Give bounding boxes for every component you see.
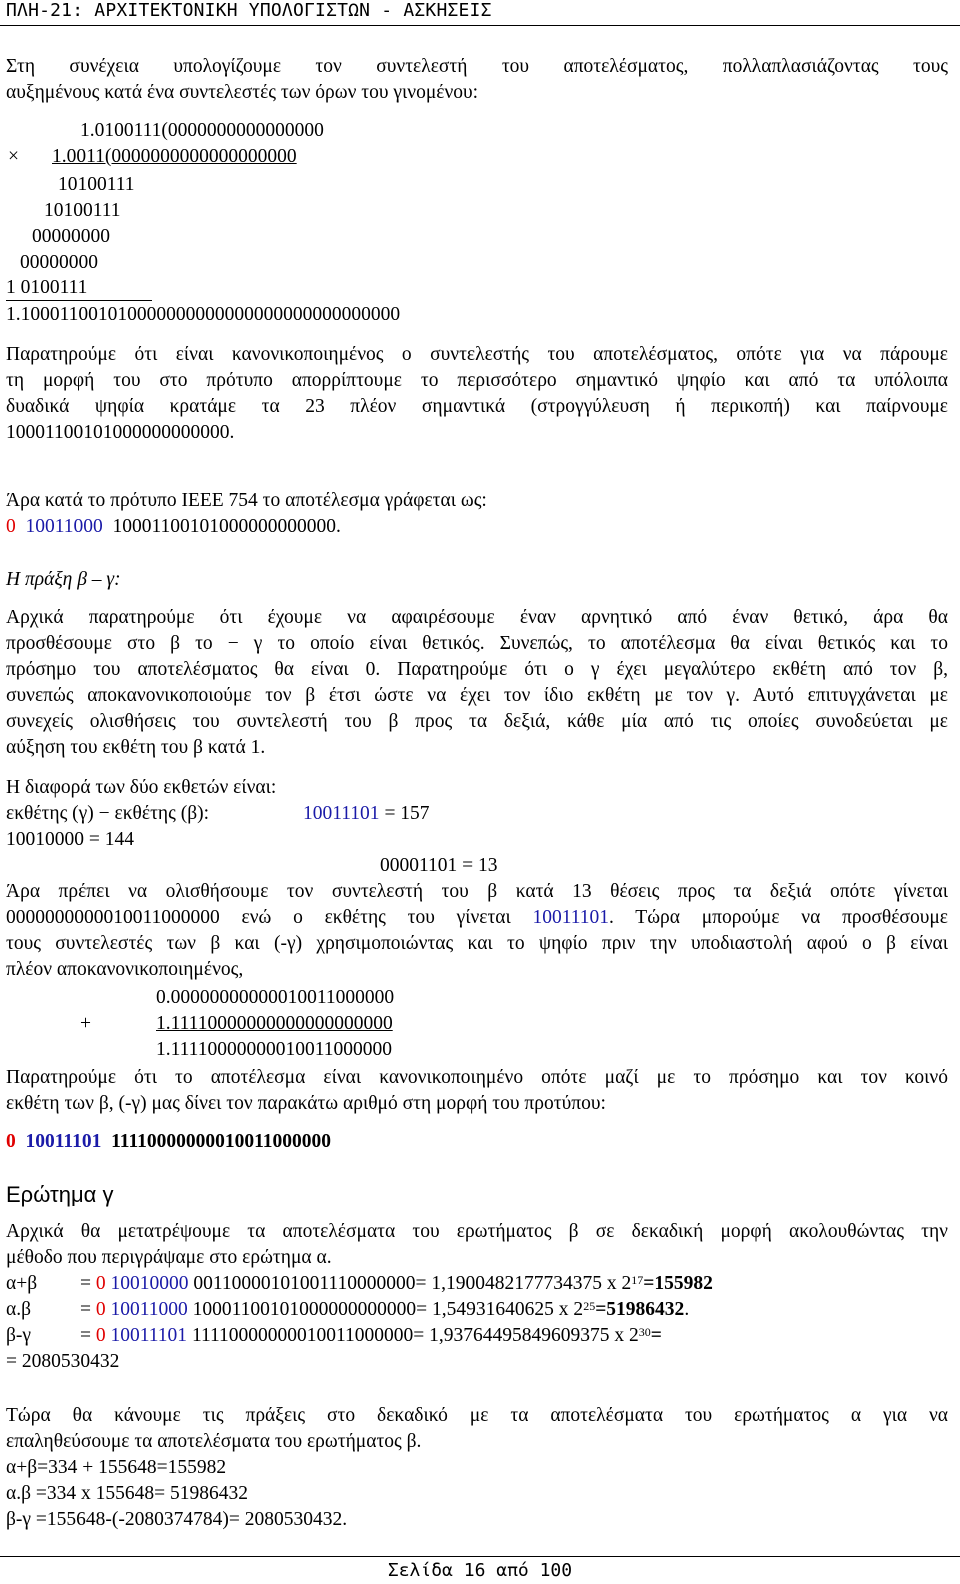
sign-bit: 0 xyxy=(95,1299,106,1320)
exponent-bits: 10011101 xyxy=(303,803,380,824)
verify-row: α.β =334 x 155648= 51986432 xyxy=(6,1483,249,1504)
decimal-result: =51986432 xyxy=(595,1299,685,1320)
paragraph-line: μέθοδο που περιγράψαμε στο ερώτημα α. xyxy=(6,1247,332,1268)
paragraph-line: δυαδικά ψηφία κρατάμε τα 23 πλέον σημαντικά (στρογγύλευση ή περικοπή) και παίρνουμε xyxy=(6,396,948,417)
plus-sign: + xyxy=(80,1013,91,1034)
text-span: . Τώρα μπορούμε να προσθέσουμε xyxy=(609,907,948,928)
power: 25 xyxy=(583,1299,596,1313)
mul-result: 1.100011001010000000000000000000000000000 xyxy=(6,304,401,325)
power: 17 xyxy=(631,1273,644,1287)
exp-diff-label: εκθέτης (γ) − εκθέτης (β): xyxy=(6,803,210,824)
exponent-bits: 10011101 xyxy=(532,907,610,928)
decimal-result: =155982 xyxy=(643,1273,713,1294)
page-header: ΠΛΗ-21: ΑΡΧΙΤΕΚΤΟΝΙΚΗ ΥΠΟΛΟΓΙΣΤΩΝ - ΑΣΚΗΣΕΙΣ xyxy=(6,0,492,21)
mul-row: 00000000 xyxy=(20,252,98,273)
paragraph-line: συνεπώς αποκανονικοποιούμε τον β έτσι ώστε να έχει τον ίδιο εκθέτη με τον γ. Αυτό επιτυγχάνεται με xyxy=(6,685,948,706)
mul-row: 10100111 xyxy=(44,200,121,221)
conversion-row xyxy=(6,1323,31,1349)
mantissa-bits: 11110000000010011000000 xyxy=(111,1131,332,1152)
text-span: = xyxy=(80,1325,96,1346)
paragraph-line: εκθέτη των β, (-γ) μας δίνει τον παρακάτω αριθμό στη μορφή του προτύπου: xyxy=(6,1093,606,1114)
sign-bit: 0 xyxy=(95,1273,106,1294)
ieee-result xyxy=(6,1129,331,1155)
mul-row: 1.0100111(0000000000000000 xyxy=(80,120,324,141)
header-rule xyxy=(0,25,960,26)
conv-label: α+β xyxy=(6,1273,38,1294)
verify-row: β-γ =155648-(-2080374784)= 2080530432. xyxy=(6,1509,348,1530)
text-span: 10001100101000000000000= 1,54931640625 x 2 xyxy=(187,1299,584,1320)
exp-diff-value xyxy=(303,801,430,827)
exponent-bits: 10011000 xyxy=(25,516,103,537)
paragraph-line: επαληθεύσουμε τα αποτελέσματα του ερωτήματος β. xyxy=(6,1431,422,1452)
conversion-value xyxy=(80,1297,689,1323)
mul-row: 1.0011(0000000000000000000 xyxy=(52,146,297,167)
page-footer: Σελίδα 16 από 100 xyxy=(387,1560,573,1581)
mantissa-bits: 10001100101000000000000. xyxy=(112,516,341,537)
exponent-bits: 10011101 xyxy=(25,1131,102,1152)
exp-diff-row: 10010000 = 144 xyxy=(6,829,134,850)
paragraph-line: πλέον αποκανονικοποιημένος, xyxy=(6,959,244,980)
exp-diff-row xyxy=(6,801,209,827)
paragraph-line: Στη συνέχεια υπολογίζουμε τον συντελεστή του αποτελέσματος, πολλαπλασιάζοντας τους xyxy=(6,56,948,77)
text-span: 00110000101001110000000= 1,1900482177734375 x 2 xyxy=(188,1273,632,1294)
paragraph-line: 10001100101000000000000. xyxy=(6,422,235,443)
exponent-decimal: = 157 xyxy=(379,803,430,824)
ieee-result xyxy=(6,514,341,540)
sign-bit: 0 xyxy=(6,516,16,537)
mul-row: 00000000 xyxy=(32,226,110,247)
paragraph-line: Άρα πρέπει να ολισθήσουμε τον συντελεστή του β κατά 13 θέσεις προς τα δεξιά οπότε γίνεται xyxy=(6,881,948,902)
text-span: = xyxy=(80,1299,96,1320)
paragraph-line: συνεχείς ολισθήσεις του συντελεστή του β προς τα δεξιά, κάθε μία από τις οποίες συνοδεύεται με xyxy=(6,711,948,732)
verify-row: α+β=334 + 155648=155982 xyxy=(6,1457,227,1478)
paragraph-line: Αρχικά θα μετατρέψουμε τα αποτελέσματα του ερωτήματος β σε δεκαδική μορφή ακολουθώντας την xyxy=(6,1221,948,1242)
paragraph-line: πρόσημο του αποτελέσματος θα είναι 0. Παρατηρούμε ότι ο γ έχει μεγαλύτερο εκθέτη από τον β, xyxy=(6,659,948,680)
exponent-bits: 10011101 xyxy=(110,1325,188,1346)
conv-label: β-γ xyxy=(6,1325,32,1346)
decimal-result: = xyxy=(650,1325,662,1346)
sign-bit: 0 xyxy=(95,1325,106,1346)
exp-diff-row: 00001101 = 13 xyxy=(380,855,498,876)
add-row: 1.11110000000000000000000 xyxy=(156,1013,393,1034)
footer-rule xyxy=(0,1556,960,1557)
times-sign: × xyxy=(8,146,19,167)
paragraph-line xyxy=(6,905,948,931)
paragraph-line: αυξημένους κατά ένα συντελεστές των όρων του γινομένου: xyxy=(6,82,479,103)
conversion-row: = 2080530432 xyxy=(6,1351,120,1372)
paragraph-line: τη μορφή του στο πρότυπο απορρίπτουμε το περισσότερο σημαντικό ψηφίο και από τα υπόλοιπα xyxy=(6,370,948,391)
paragraph-line: αύξηση του εκθέτη του β κατά 1. xyxy=(6,737,266,758)
paragraph-line: προσθέσουμε στο β το − γ το οποίο είναι θετικός. Συνεπώς, το αποτέλεσμα θα είναι θετικός και το xyxy=(6,633,948,654)
section-label: Η πράξη β – γ: xyxy=(6,569,121,590)
conversion-value xyxy=(80,1323,662,1349)
paragraph-line: Άρα κατά το πρότυπο IEEE 754 το αποτέλεσμα γράφεται ως: xyxy=(6,490,487,511)
add-row: 0.00000000000010011000000 xyxy=(156,987,395,1008)
text-span: . xyxy=(684,1299,690,1320)
mul-row: 10100111 xyxy=(58,174,135,195)
paragraph-line: Η διαφορά των δύο εκθετών είναι: xyxy=(6,777,277,798)
conversion-row xyxy=(6,1297,31,1323)
exponent-bits: 10010000 xyxy=(110,1273,189,1294)
paragraph-line: Παρατηρούμε ότι είναι κανονικοποιημένος ο συντελεστής του αποτελέσματος, οπότε για να πάρουμε xyxy=(6,344,948,365)
text-span: = xyxy=(80,1273,96,1294)
paragraph-line: Αρχικά παρατηρούμε ότι έχουμε να αφαιρέσουμε έναν αρνητικό από έναν θετικό, άρα θα xyxy=(6,607,948,628)
section-heading: Ερώτημα γ xyxy=(6,1182,114,1207)
text-span: 11110000000010011000000= 1,93764495849609375 x 2 xyxy=(187,1325,639,1346)
mul-row: 1 0100111 xyxy=(6,276,152,301)
sign-bit: 0 xyxy=(6,1131,16,1152)
paragraph-line: Τώρα θα κάνουμε τις πράξεις στο δεκαδικό με τα αποτελέσματα του ερωτήματος α για να xyxy=(6,1405,948,1426)
text-span: 0000000000010011000000 ενώ ο εκθέτης του γίνεται xyxy=(6,907,511,928)
power: 30 xyxy=(638,1325,651,1339)
exponent-bits: 10011000 xyxy=(110,1299,188,1320)
add-result: 1.11110000000010011000000 xyxy=(156,1039,392,1060)
paragraph-line: τους συντελεστές των β και (-γ) χρησιμοποιώντας και το ψηφίο πριν την υποδιαστολή αφού ο β είναι xyxy=(6,933,948,954)
conversion-row xyxy=(6,1271,37,1297)
paragraph-line: Παρατηρούμε ότι το αποτέλεσμα είναι κανονικοποιημένο οπότε μαζί με το πρόσημο και τον κοινό xyxy=(6,1067,948,1088)
conv-label: α.β xyxy=(6,1299,32,1320)
conversion-value xyxy=(80,1271,713,1297)
